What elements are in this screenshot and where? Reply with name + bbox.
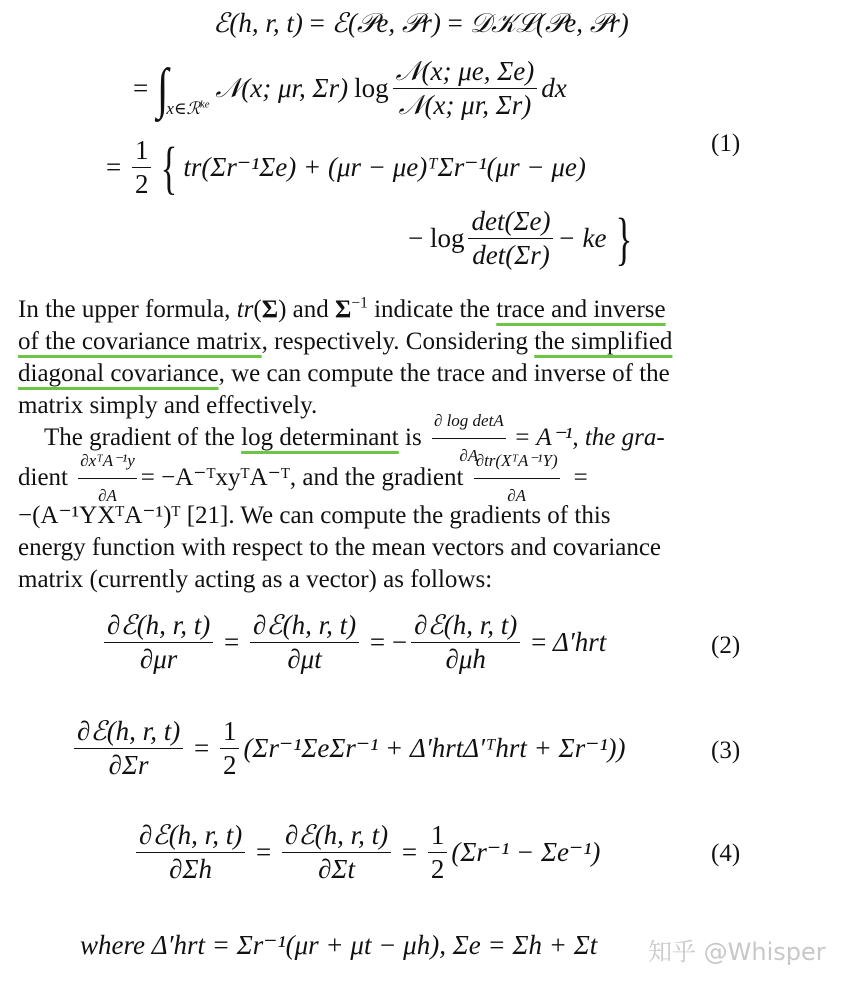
dx: dx — [541, 73, 567, 103]
kl-divergence: 𝒟𝒦ℒ(𝒫e, 𝒫r) — [469, 8, 629, 38]
text-segment: dient — [18, 464, 75, 491]
equation-1-line-3: = $\frac{1}{2}$ { tr(Σr⁻¹Σe) + (μr − μe)ᵀΣr⁻¹(μr − μe) — [106, 134, 586, 200]
right-brace: } — [615, 205, 633, 271]
zhihu-watermark: 知乎 @Whisper — [648, 938, 826, 966]
sigma-h-t-gradient-rhs: (Σr⁻¹ − Σe⁻¹) — [451, 837, 601, 867]
integral-domain: x∈ℛ$^{ke}$ — [166, 99, 210, 118]
highlight-diagonal-covariance: diagonal covariance — [18, 360, 219, 387]
equation-4: $\frac{\text{∂ℰ(h, r, t)}}{\partial\Sigma h}$ = $\frac{\text{∂ℰ(h, r, t)}}{\partial\Sigma t}$ = $\frac{1}{2}$ (Σr⁻¹ − Σe⁻¹) — [132, 822, 600, 883]
paragraph-2-line-5: matrix (currently acting as a vector) as follows: — [18, 566, 493, 593]
text-segment: is — [398, 424, 428, 451]
trace-gradient-fraction: $\frac{\text{∂tr(XᵀA⁻¹Y)}}{\partial A}$ — [474, 445, 560, 512]
gaussian-r: 𝒩(x; μr, Σr) — [215, 73, 349, 103]
sigma-r-gradient-rhs: (Σr⁻¹ΣeΣr⁻¹ + Δ′hrtΔ′ᵀhrt + Σr⁻¹)) — [243, 733, 626, 763]
paragraph-trace-inverse — [18, 294, 748, 422]
highlight-trace-and-inverse: trace and inverse — [496, 296, 666, 323]
paragraph-1-line-1: In the upper formula, tr(Σ) and $\Sigma^{-1}$ indicate the trace and inverse — [18, 294, 666, 323]
minus-log: − log — [408, 223, 465, 253]
text-segment: = −A⁻ᵀxyᵀA⁻ᵀ, and the gradient — [140, 464, 470, 491]
log-det-gradient-fraction: $\frac{\text{∂ log detA}}{\partial A}$ — [432, 405, 506, 472]
equation-number-1: (1) — [711, 130, 741, 157]
delta-hrt: Δ′hrt — [553, 627, 607, 657]
integral-sign: ∫ — [156, 57, 169, 120]
equation-1-line-4 — [408, 205, 638, 271]
text-segment: = — [573, 464, 588, 491]
highlight-covariance-matrix: of the covariance matrix — [18, 328, 262, 355]
equation-number-4: (4) — [711, 840, 741, 867]
paragraph-2-line-4: energy function with respect to the mean vectors and covariance — [18, 534, 662, 561]
paragraph-gradients — [18, 410, 798, 596]
equation-2: $\frac{\text{∂ℰ(h, r, t)}}{\partial\mu r}$ = $\frac{\text{∂ℰ(h, r, t)}}{\partial\mu t}$ = − $\frac{\text{∂ℰ(h, r, t)}}{\partial\mu h}$ = Δ′hrt — [100, 612, 606, 673]
text-segment: = A⁻¹, the gra- — [513, 424, 665, 451]
gaussian-ratio: $\frac{\text{𝒩(x; μe, Σe)}}{\text{𝒩(x; μr, Σr)}}$ — [393, 58, 538, 119]
paragraph-2-line-3: −(A⁻¹YXᵀA⁻¹)ᵀ [21]. We can compute the gradients of this — [18, 502, 611, 529]
paragraph-1-line-4: matrix simply and effectively. — [18, 392, 318, 419]
where-label: where — [80, 930, 145, 960]
paragraph-2-line-2 — [18, 450, 798, 505]
paragraph-1-line-3: diagonal covariance, we can compute the trace and inverse of the — [18, 360, 670, 387]
one-half: $\frac{1}{2}$ — [132, 137, 152, 198]
paragraph-1-line-2: of the covariance matrix, respectively. Considering the simplified — [18, 328, 673, 355]
equation-number-3: (3) — [711, 737, 741, 764]
delta-definition: Δ′hrt = Σr⁻¹(μr + μt − μh), Σe = Σh + Σt — [151, 930, 598, 960]
highlight-log-determinant: log determinant — [241, 424, 399, 451]
text-segment: The gradient of the — [44, 424, 242, 451]
where-definition — [80, 932, 597, 959]
energy-function: ℰ(h, r, t) — [213, 8, 303, 38]
minus-ke: − ke — [557, 223, 607, 253]
equation-number-2: (2) — [711, 632, 741, 659]
highlight-simplified: the simplified — [534, 328, 673, 355]
bilinear-gradient-fraction: $\frac{\text{∂xᵀA⁻¹y}}{\partial A}$ — [78, 445, 137, 512]
energy-of-distributions: ℰ(𝒫e, 𝒫r) — [331, 8, 441, 38]
equation-1-line-1: ℰ(h, r, t) = ℰ(𝒫e, 𝒫r) = 𝒟𝒦ℒ(𝒫e, 𝒫r) — [213, 8, 629, 38]
log-operator: log — [354, 73, 389, 103]
determinant-ratio: $\frac{\det(\Sigma e)}{\det(\Sigma r)}$ — [468, 208, 553, 269]
left-brace: { — [161, 134, 178, 200]
equation-1-line-2: = ∫ x∈ℛ$^{ke}$ 𝒩(x; μr, Σr) log $\frac{\text{𝒩(x; μe, Σe)}}{\text{𝒩(x; μr, Σr)}}$ dx — [133, 56, 567, 120]
trace-and-quadratic-term: tr(Σr⁻¹Σe) + (μr − μe)ᵀΣr⁻¹(μr − μe) — [183, 152, 586, 182]
equation-3: $\frac{\text{∂ℰ(h, r, t)}}{\partial\Sigma r}$ = $\frac{1}{2}$ (Σr⁻¹ΣeΣr⁻¹ + Δ′hrtΔ′ᵀhrt + Σr⁻¹)) — [70, 718, 626, 779]
